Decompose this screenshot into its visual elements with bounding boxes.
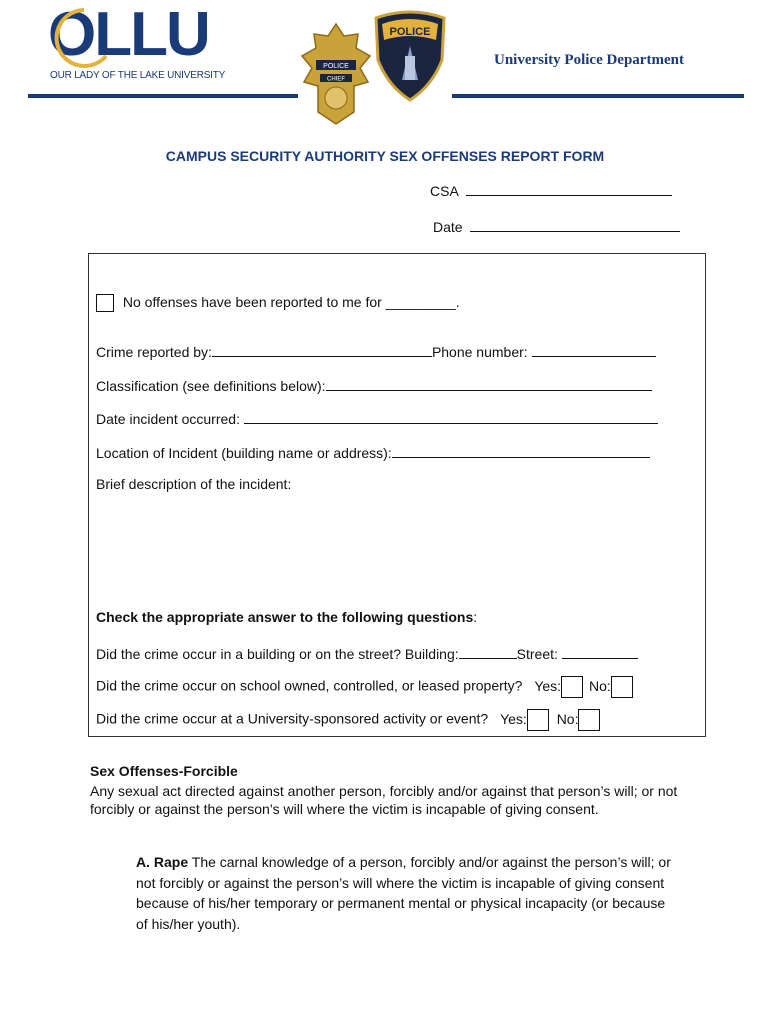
- phone-input[interactable]: [532, 342, 656, 357]
- q3-yes-label: Yes:: [500, 710, 527, 727]
- question-2-row: [96, 676, 633, 698]
- form-title: CAMPUS SECURITY AUTHORITY SEX OFFENSES REPORT FORM: [165, 148, 605, 164]
- shield-text: POLICE: [389, 26, 431, 38]
- q1-label: Did the crime occur in a building or on the street? Building:: [96, 646, 459, 662]
- rape-label: A. Rape: [136, 854, 189, 870]
- description-area[interactable]: [96, 498, 692, 598]
- definitions-text: Any sexual act directed against another person, forcibly and/or against that person’s will; or not forcibly or against the person’s will where the victim is incapable of giving consent.: [90, 783, 678, 817]
- date-occurred-input[interactable]: [244, 409, 658, 424]
- description-label: Brief description of the incident:: [96, 476, 292, 492]
- date-occurred-row: [96, 409, 658, 427]
- logo-text: OLLU: [48, 0, 209, 69]
- logo-tagline: OUR LADY OF THE LAKE UNIVERSITY: [50, 70, 226, 81]
- question-1-row: [96, 644, 638, 662]
- q2-yes-checkbox[interactable]: [561, 676, 583, 698]
- classification-label: Classification (see definitions below):: [96, 378, 326, 394]
- q1-street-input[interactable]: [562, 644, 638, 659]
- q3-no-checkbox[interactable]: [578, 709, 600, 731]
- no-offenses-checkbox[interactable]: [96, 294, 114, 312]
- questions-heading-text: Check the appropriate answer to the following questions: [96, 609, 474, 625]
- chief-badge-icon: [298, 22, 374, 126]
- definitions-heading: Sex Offenses-Forcible: [90, 763, 238, 779]
- q1-street-label: Street:: [516, 646, 558, 662]
- crime-reported-by-input[interactable]: [212, 342, 432, 357]
- q3-no-label: No:: [556, 710, 579, 727]
- location-input[interactable]: [392, 443, 650, 458]
- department-name: University Police Department: [494, 52, 684, 68]
- rape-text: The carnal knowledge of a person, forcibly and/or against the person’s will; or not forcibly or against the person’s will where the victim is incapable of giving consent because of his/her temporary or permanent mental or physical incapacity (or because of his/her youth).: [136, 854, 671, 932]
- q2-no-checkbox[interactable]: [611, 676, 633, 698]
- questions-heading: [96, 609, 477, 625]
- question-3-row: [96, 709, 600, 731]
- no-offenses-label: No offenses have been reported to me for _________.: [122, 294, 460, 310]
- csa-label: CSA: [430, 183, 459, 199]
- classification-input[interactable]: [326, 376, 652, 391]
- header-divider-right: [452, 94, 744, 98]
- crime-reported-by-label: Crime reported by:: [96, 344, 212, 360]
- crime-reported-row: [96, 342, 656, 360]
- q2-yes-label: Yes:: [534, 677, 562, 694]
- q2-label: Did the crime occur on school owned, controlled, or leased property?: [96, 677, 523, 694]
- questions-heading-colon: :: [473, 609, 478, 625]
- q1-building-input[interactable]: [459, 644, 517, 659]
- rape-definition: [136, 852, 676, 934]
- phone-label: Phone number:: [431, 344, 528, 360]
- location-label: Location of Incident (building name or address):: [96, 445, 392, 461]
- date-field: [433, 217, 680, 235]
- csa-input[interactable]: [466, 181, 672, 196]
- q3-yes-checkbox[interactable]: [527, 709, 549, 731]
- q3-label: Did the crime occur at a University-sponsored activity or event?: [96, 710, 489, 727]
- date-label: Date: [433, 219, 463, 235]
- csa-field: [430, 181, 672, 199]
- report-box: [88, 253, 706, 737]
- location-row: [96, 443, 650, 461]
- logo-ring-icon: [46, 6, 116, 70]
- date-occurred-label: Date incident occurred:: [96, 411, 240, 427]
- header-divider-left: [28, 94, 298, 98]
- q2-no-label: No:: [588, 677, 611, 694]
- badge-text-chief: CHIEF: [327, 76, 345, 83]
- date-input[interactable]: [470, 217, 680, 232]
- no-offenses-row: [96, 294, 460, 312]
- badge-text-police: POLICE: [323, 63, 349, 70]
- police-shield-icon: [372, 10, 448, 102]
- classification-row: [96, 376, 652, 394]
